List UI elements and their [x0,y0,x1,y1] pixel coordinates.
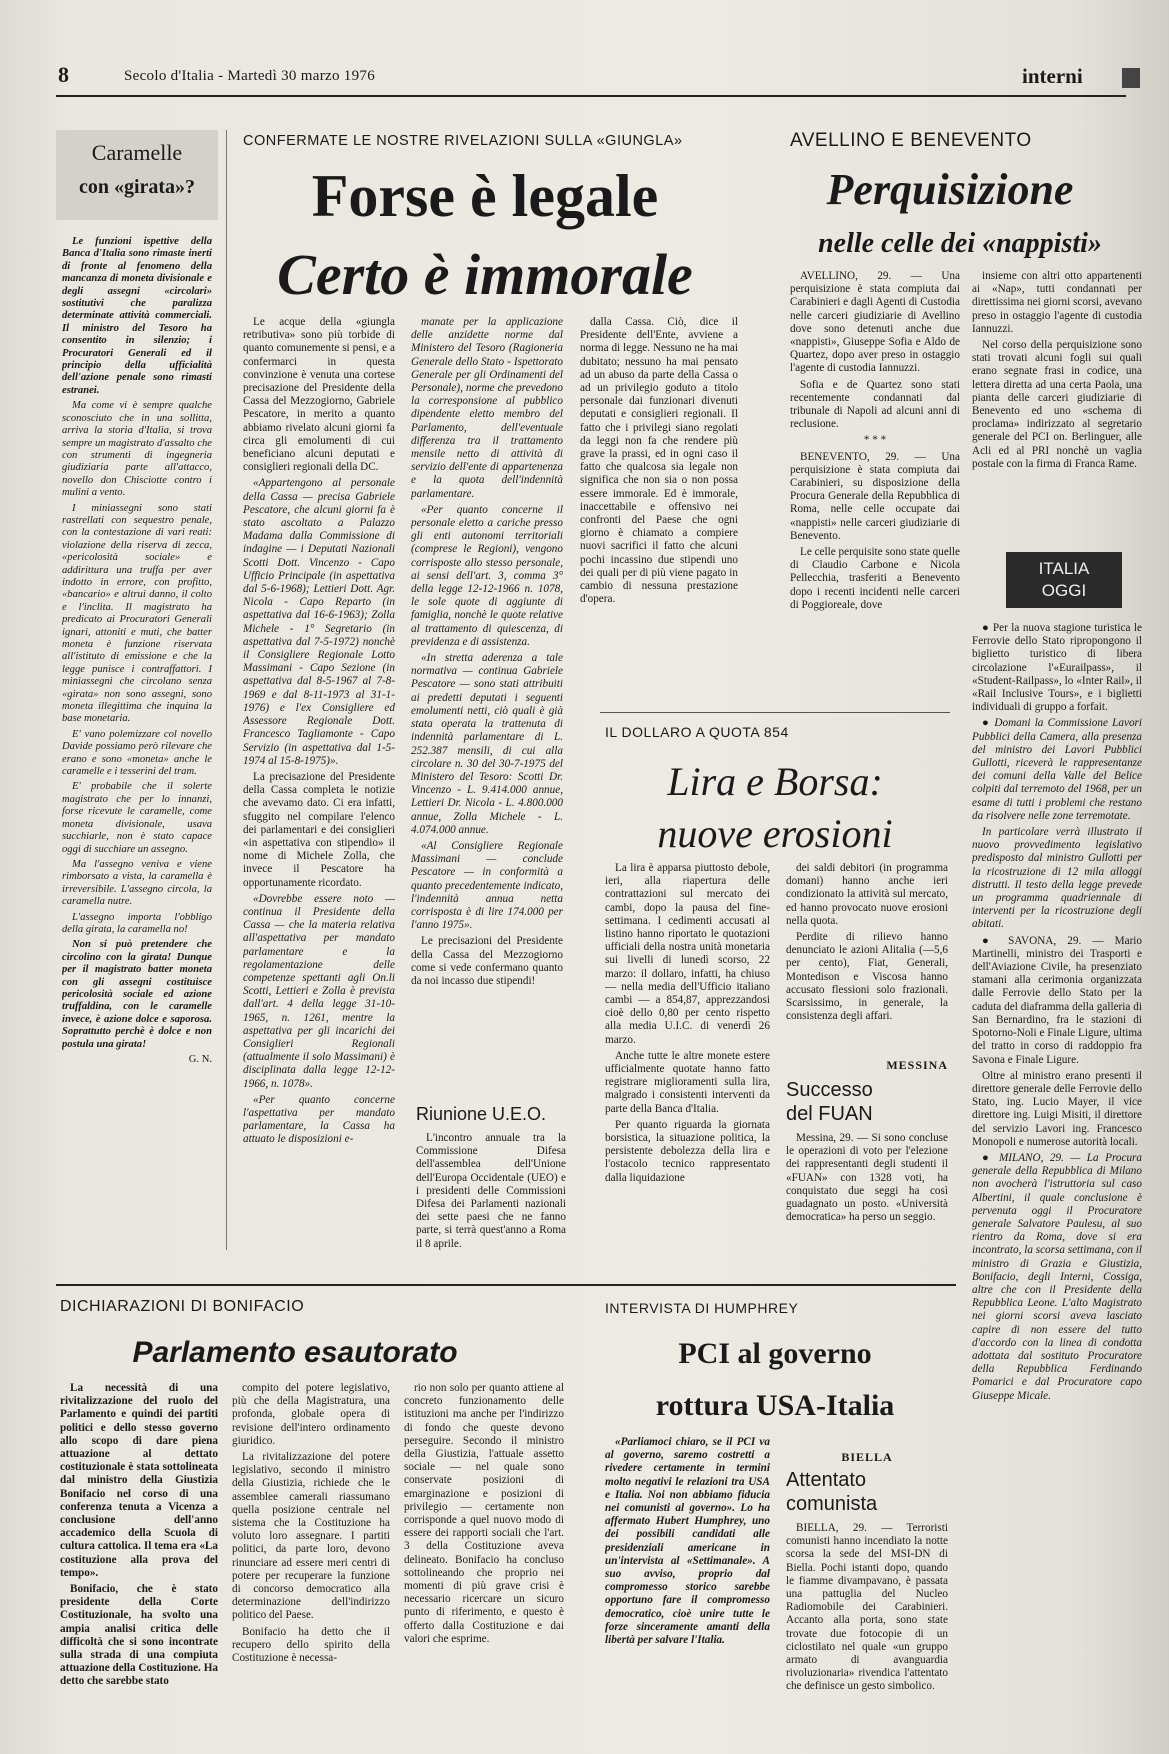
biella-paragraph: BIELLA, 29. — Terroristi comunisti hanno incendiato la notte scorsa la sede del MSI-DN di Biella. Pochi istanti dopo, quando le fiamme divampavano, è passata una pattuglia del Nucleo Radiomobile dei Carabinieri. Accanto alla porta, sono state trovate due fotocopie di un ciclostilato nel quale «un gruppo armato di avanguardia rivoluzionaria» rivendica l'attentato che definisce un gesto simbolico. [786,1522,948,1693]
giungla-paragraph: «Appartengono al personale della Cassa — precisa Gabriele Pescatore, che alcuni giorni fa è stato ascoltato a Palazzo Madama dalla Commissione di indagine — i Deputati Nazionali Scotti Dott. Vincenzo - Capo Ufficio Principale (in aspettativa dal 5-6-1968); Lettieri Dott. Agr. Nicola - Capo Reparto (in aspettativa dal 16-6-1963); Zolla Michele - 1° Segretario (in aspettativa dal 7-5-1972) nonchè il Consigliere Regionale Lotto Massimani - Capo Sezione (in aspettativa dal 8-5-1967 al 7-8-1969 e dal 8-11-1973 al 31-1-1976) e l'ex Consigliere ed Assessore Regionale Dott. Francesco Tagliamonte - Capo Servizio (in aspettativa dal 1-5-1974 al 15-8-1975)». [243,477,395,767]
humphrey-paragraph: «Parliamoci chiaro, se il PCI va al governo, saremo costretti a rivedere certamente in termini molto negativi le relazioni tra USA e Italia. Noi non abbiamo fiducia nei comunisti al governo». Lo ha affermato Hubert Humphrey, uno dei possibili candidati alle presidenziali americane in un'intervista al «Settimanale». A suo avviso, proprio dal compromesso storico sarebbe opportuno fare il compromesso democratico, cioè unire tutte le forze sinceramente amanti della libertà per salvare l'Italia. [605,1436,770,1647]
italia-oggi-subtitle: OGGI [1041,581,1087,600]
giungla-headline-1: Forse è legale [311,163,659,229]
ueo-body [416,1132,566,1252]
caramelle-paragraph: L'assegno importa l'obbligo della girata, la caramella no! [62,911,212,935]
lira-paragraph: dei saldi debitori (in programma domani) hanno anche ieri condizionato la attività sul mercato, ed hanno provocato nuove erosioni nella quota. [786,862,948,927]
bonifacio-kicker: DICHIARAZIONI DI BONIFACIO [60,1298,305,1315]
bonifacio-column-3 [404,1382,564,1742]
bonifacio-column-1 [60,1382,218,1742]
bonifacio-paragraph: La necessità di una rivitalizzazione del ruolo del Parlamento e quindi dei partiti politici e dello stesso governo allo scopo di dare piena attuazione al dettato costituzionale è stata sottolineata dal ministro della Giustizia Bonifacio nel corso di una conferenza tenuta a Vicenza a conclusione dell'anno accademico della Scuola di cultura cattolica. Il tema era «La costituzione alla prova del tempo». [60,1382,218,1579]
caramelle-signature: G. N. [188,1054,212,1065]
giungla-paragraph: «Per quanto concerne il personale eletto a cariche presso gli enti autonomi territoriali (comprese le Regioni), vengono corrisposte allo stesso personale, ai sensi dell'art. 3, comma 3° della legge 12-12-1966 n. 1078, le sole quote di aggiunte di famiglia, nonchè le quote relative al trattamento di quiescenza, di previdenza e di assistenza. [411,503,563,648]
perquisizione-paragraph: Le celle perquisite sono state quelle di Claudio Carbone e Nicola Pellecchia, trasferiti a Benevento dopo i recenti incidenti nelle carceri di Poggioreale, dove [790,546,960,611]
lira-headline-2: nuove erosioni [657,811,893,856]
caramelle-paragraph: Ma come vi è sempre qualche sconosciuto che in una sollitta, arriva la storia d'Italia, si trova sempre un magistrato d'assalto che con strumenti di ingegneria giudiziaria parte all'attacco, novello don Chisciotte contro i mulini a vento. [62,400,212,499]
italia-oggi-body [972,622,1142,1732]
perquisizione-paragraph: BENEVENTO, 29. — Una perquisizione è stata compiuta dai Carabinieri, su disposizione della Procura Generale della Repubblica di Roma, nelle celle occupate dai «nappisti» nelle carceri giudiziarie di Benevento. [790,450,960,542]
perquisizione-headline-1: Perquisizione [826,165,1074,214]
messina-paragraph: Messina, 29. — Si sono concluse le operazioni di voto per l'elezione dei rappresentanti degli studenti il «FUAN» con 1328 voti, ha conquistato due seggi ha così guadagnato un posto. «Università democratica» ha perso un seggio. [786,1132,948,1224]
humphrey-kicker: INTERVISTA DI HUMPHREY [605,1300,799,1316]
biella-place: BIELLA [841,1450,893,1464]
bonifacio-column-2 [232,1382,390,1742]
perquisizione-paragraph: insieme con altri otto appartenenti ai «Nap», tutti condannati per direttissima nei giorni scorsi, avevano preso in ostaggio l'agente di custodia Iannuzzi. [972,270,1142,335]
giungla-paragraph: Le acque della «giungla retributiva» sono più torbide di quanto comunemente si pensi, e a confermarci in questa convinzione è venuta una cortese precisazione del Presidente della Cassa del Mezzogiorno, Gabriele Pescatore, in merito a quanto abbiamo rivelato alcuni giorni fa circa gli emolumenti di cui beneficiano alcuni deputati e consiglieri regionali della DC. [243,316,395,474]
caramelle-paragraph: Ma l'assegno veniva e viene rimborsato a vista, la caramella è irreversibile. L'assegno circola, la caramella nutre. [62,858,212,908]
bonifacio-headline: Parlamento esautorato [132,1336,458,1369]
bonifacio-paragraph: compito del potere legislativo, più che della Magistratura, una profonda, globale opera di revisione dell'intero ordinamento giuridico. [232,1382,390,1447]
lira-column-1 [605,862,770,1247]
caramelle-paragraph: E' probabile che il solerte magistrato che per lo innanzi, forse ricevute le caramelle, come moneta divisionale, usava succhiarle, non è stato capace oggi di succhiare un assegno. [62,781,212,855]
giungla-paragraph: manate per la applicazione delle anzidette norme dal Ministero del Tesoro (Ragioneria Generale dello Stato - Ispettorato Generale per gli Ordinamenti del Personale), norme che prevedono la corresponsione al pubblico dipendente eletto membro del Parlamento, dell'eventuale differenza tra il trattamento mensile netto di attività di servizio dell'ente di appartenenza e la quota dell'indennità parlamentare. [411,316,563,500]
lira-paragraph: La lira è apparsa piuttosto debole, ieri, alla riapertura delle contrattazioni sul mercato dei cambi, dopo la pausa del fine-settimana. I cedimenti accusati al listino hanno riportato le quotazioni ufficiali della nostra unità monetaria sui livelli di lunedì scorso, 22 marzo: il dollaro, infatti, ha chiuso — nella media dell'Ufficio italiano cambi — a 854,87, apprezzandosi cioè dello 0,80 per cento rispetto alla media U.I.C. di venerdì 26 marzo. [605,862,770,1046]
lira-column-2 [786,862,948,1042]
italia-oggi-item: In particolare verrà illustrato il nuovo provvedimento legislativo predisposto dal ministro Gullotti per la ricostruzione di 12 mila alloggi distrutti. Il testo della legge prevede un programma quadriennale di interventi per la ricostruzione degli abitati. [972,826,1142,931]
perquisizione-paragraph: AVELLINO, 29. — Una perquisizione è stata compiuta dai Carabinieri e dagli Agenti di Custodia nelle carceri giudiziarie di Avellino dove sono detenuti anche due «nappisti», Giuseppe Sofia e Aldo de Quartez, dopo aver preso in ostaggio l'agente di custodia Iannuzzi. [790,270,960,375]
header-rule [56,95,1126,97]
caramelle-paragraph: I miniassegni sono stati rastrellati con sequestro penale, con la contestazione di vari reati: violazione della riserva di zecca, «pericolosità sociale» e addirittura una truffa per aver indotto in errore, con profitto, «bancario» e altrui danno, il colto e l'inclita. Il magistrato ha predicato ai Procuratori Generali ignari, attoniti e muti, che batter moneta è funzione riservata all'istituto di emissione e che la legge punisce i contraffattori. I miniassegni che circolano senza «girata» non sono assegni, sono moneta illegittima che inquina la base monetaria. [62,502,212,725]
giungla-kicker: CONFERMATE LE NOSTRE RIVELAZIONI SULLA «GIUNGLA» [243,133,683,149]
humphrey-headline-1: PCI al governo [678,1337,872,1370]
section-marker [1122,68,1140,88]
lira-paragraph: Anche tutte le altre monete estere ufficialmente quotate hanno fatto registrare miglioramenti sulla lira, malgrado i consistenti interventi da parte della Banca d'Italia. [605,1049,770,1115]
giungla-column-3 [580,316,738,696]
lira-paragraph: Per quanto riguarda la giornata borsistica, la situazione politica, la persistente debolezza della lira e l'ostacolo tecnico rappresentato dalla liquidazione [605,1118,770,1184]
perquisizione-paragraph: Sofia e de Quartez sono stati recentemente condannati dal tribunale di Napoli ad alcuni anni di reclusione. [790,378,960,431]
lira-headline-1: Lira e Borsa: [667,759,883,804]
bottom-section-rule [56,1284,956,1286]
perquisizione-column-2 [972,270,1142,540]
perquisizione-headline-2: nelle celle dei «nappisti» [818,228,1102,259]
caramelle-subtitle: con «girata»? [78,176,196,198]
bonifacio-paragraph: Bonifacio ha detto che il recupero dello spirito della Costituzione è necessa- [232,1625,390,1665]
caramelle-paragraph: Non si può pretendere che circolino con la girata! Dunque per il magistrato batter moneta con gli assegni costituisce pericolosità sociale ed azione truffaldina, con le caramelle invece, è azione dolce e saporosa. Soprattutto perchè è dolce e non postula una girata! [62,939,212,1050]
messina-title-2: del FUAN [786,1103,873,1125]
giungla-paragraph: dalla Cassa. Ciò, dice il Presidente dell'Ente, avviene a norma di legge. Nessuno ne ha mai dubitato; nessuno ha mai pensato ad un abuso da parte della Cassa o ad un privilegio goduto a titolo personale dai funzionari divenuti deputati e consiglieri regionali. Il fatto che i privilegi siano regolati da leggi non fa che rendere più grave la prassi, ed in ogni caso il fatto che qualcosa sia legale non significa che non sia o non possa essere immorale. Ed è immorale, inaccettabile e offensivo nei confronti del Paese che ogni giorno è chiamato a compiere nuovi sacrifici il fatto che alcuni pochi incassino due stipendi uno dei quali per di più viene pagato in cambio di nessuna prestazione d'opera. [580,316,738,606]
section-rule [600,712,950,713]
giungla-column-1 [243,316,395,1256]
italia-oggi-item: ● Domani la Commissione Lavori Pubblici della Camera, alla presenza del ministro dei Lavori Pubblici Gullotti, riceverà le rappresentanze dei comuni della Valle del Belice colpiti dal terremoto del 1968, per un esame di tutti i problemi che restano da risolvere nelle zone terremotate. [972,717,1142,822]
italia-oggi-box [1006,552,1122,608]
bonifacio-paragraph: Bonifacio, che è stato presidente della Corte Costituzionale, ha svolto una ampia analisi critica delle difficoltà che si sono incontrate sulla strada di una compiuta attuazione della Costituzione. Ha detto che sarebbe stato [60,1583,218,1688]
caramelle-paragraph: Le funzioni ispettive della Banca d'Italia sono rimaste inerti di fronte al fenomeno della mancanza di moneta divisionale e degli assegni «circolari» sostitutivi che paralizza determinate attività commerciali. Il ministro del Tesoro ha consentito in silenzio; i Procuratori Generali ed il principio della ufficialità dell'azione penale sono rimasti estranei. [62,236,212,396]
biella-body [786,1522,948,1742]
giungla-paragraph: «Per quanto concerne l'aspettativa per mandato parlamentare, la Cassa ha attuato le disposizioni e- [243,1093,395,1146]
page-number: 8 [58,62,69,87]
caramelle-paragraph: E' vano polemizzare col novello Davide possiamo però rilevare che erano e sono «moneta» anche le caramelle e i tesserini del tram. [62,728,212,778]
italia-oggi-title: ITALIA [1038,559,1090,578]
giungla-paragraph: Le precisazioni del Presidente della Cassa del Mezzogiorno come si vede confermano quanto da noi incasso due stipendi! [411,935,563,987]
giungla-paragraph: La precisazione del Presidente della Cassa completa le notizie che avevamo dato. Ci era infatti, sfuggito nel compilare l'elenco dei parlamentari e dei consiglieri «in aspettativa con stipendio» il nome di Michele Zolla, che invece il Pescatore ha opportunamente ricordato. [243,770,395,889]
caramelle-title: Caramelle [91,140,183,165]
messina-title-1: Successo [786,1079,873,1101]
messina-place: MESSINA [886,1058,948,1072]
lira-kicker: IL DOLLARO A QUOTA 854 [605,724,789,740]
italia-oggi-item: ● MILANO, 29. — La Procura generale della Repubblica di Milano non avocherà l'istruttoria sul caso Albertini, il quale conclusione è pervenuta oggi il Procuratore generale Salvatore Paulesu, al suo rientro da Roma, dove si era incontrato, la scorsa settimana, con il ministro di Grazia e Giustizia, Bonifacio, degli Interni, Cossiga, altre che con il Presidente della Repubblica Leone. L'alto Magistrato nei giorni scorsi aveva lasciato capire di non essere del tutto d'accordo con la linea di condotta adottata dal sostituto Procuratore della Repubblica Ferdinando Pomarici e dal Procuratore capo Giuseppe Micale. [972,1151,1142,1402]
perquisizione-column-1 [790,270,960,690]
lira-paragraph: Perdite di rilievo hanno denunciato le azioni Alitalia (—5,6 per cento), Fiat, Generali, Montedison e Viscosa hanno accusato flessioni solo frazionali. Scarsissimo, in generale, la consistenza degli affari. [786,931,948,1023]
giungla-paragraph: «In stretta aderenza a tale normativa — continua Gabriele Pescatore — sono stati attribuiti ai predetti deputati i seguenti emolumenti netti, ciò quali è già stata operata la trattenuta di indennità parlamentare di L. 252.387 mensili, di cui alla circolare n. 30 del 30-7-1975 del Ministero del Tesoro: Scotti Dr. Vincenzo - L. 9.414.000 annue, Lettieri Dr. Nicola - L. 4.800.000 annue, Zolla Michele - L. 4.074.000 annue. [411,652,563,836]
bonifacio-paragraph: rio non solo per quanto attiene al concreto funzionamento delle istituzioni ma anche per l'indirizzo di fondo che queste devono perseguire. Secondo il ministro della Giustizia, l'attuale assetto sociale — nel quale sono conservate posizioni di emarginazione e posizioni di privilegio — certamente non corrisponde a quel nuovo modo di essere dei rapporti sociali che l'art. 3 della Costituzione aveva delineato. Bonifacio ha concluso sottolineando che proprio nei momenti di più grave crisi è necessario ricercare un sicuro punto di riferimento, e questo è offerto dalla Costituzione e dai valori che esprime. [404,1382,564,1645]
humphrey-headline-2: rottura USA-Italia [655,1389,895,1422]
perquisizione-paragraph: Nel corso della perquisizione sono stati trovati alcuni fogli sui quali erano segnate frasi in codice, una lettera diretta ad una certa Paola, una pianta delle carceri giudiziarie di Benevento ed uno «schema di proclama» indirizzato al segretario generale del PCI on. Berlinguer, alle Acli ed al PRI nonchè un vaglia postale con la firma di Franca Rame. [972,339,1142,470]
column-rule [226,130,227,1250]
humphrey-body [605,1436,770,1742]
perquisizione-kicker: AVELLINO E BENEVENTO [790,130,1032,151]
ueo-title: Riunione U.E.O. [416,1104,547,1124]
issue-date: Secolo d'Italia - Martedì 30 marzo 1976 [124,68,375,84]
caramelle-body [62,236,212,1246]
perquisizione-separator: * * * [863,434,887,447]
italia-oggi-item: Oltre al ministro erano presenti il direttore generale delle Ferrovie dello Stato, ing. Lucio Mayer, il vice direttore ing. Luigi Misiti, il direttore del servizio Lavori ing. Francesco Monopoli e numerose autorità locali. [972,1069,1142,1148]
biella-title-1: Attentato [786,1469,867,1491]
ueo-paragraph: L'incontro annuale tra la Commissione Difesa dell'assemblea dell'Unione dell'Europa Occidentale (UEO) e i presidenti delle Commissioni Difesa dei Parlamenti nazionali dei sette paesi che ne fanno parte, si terrà quest'anno a Roma il 8 aprile. [416,1132,566,1250]
giungla-paragraph: «Al Consigliere Regionale Massimani — conclude Pescatore — in conformità a quanto precedentemente indicato, l'indennità annua netta corrisposta è di lire 174.000 per l'anno 1975». [411,839,563,932]
giungla-headline-2: Certo è immorale [277,242,693,307]
italia-oggi-item: ● SAVONA, 29. — Mario Martinelli, ministro dei Trasporti e dell'Aviazione Civile, ha presenziato stamani alla cerimonia organizzata dalle Ferrovie dello Stato per la caduta del diaframma della galleria di San Bernardino, fra le stazioni di Spotorno-Noli e Finale Ligure, ultima del tratto in corso di raddoppio fra Savona e Finale Ligure. [972,934,1142,1066]
giungla-paragraph: «Dovrebbe essere noto — continua il Presidente della Cassa — che la materia relativa all'aspettativa per mandato parlamentare e la regolamentazione delle competenze spettanti agli On.li Scotti, Lettieri e Zolla è prevista dall'art. 4 della legge 31-10-1965, n. 1261, mentre la aspettativa per gli incarichi dei Consiglieri Regionali (attualmente il solo Massimani) è disciplinata dalla legge 12-12-1966, n. 1078». [243,892,395,1090]
italia-oggi-item: ● Per la nuova stagione turistica le Ferrovie dello Stato ripropongono il biglietto turistico di libera circolazione l'«Eurailpass», il «Student-Railpass», lo «Inter Rail», il «Rail Inclusive Tours», e i biglietti individuali di gruppo a forfait. [972,622,1142,714]
bonifacio-paragraph: La rivitalizzazione del potere legislativo, secondo il ministro della Giustizia, richiede che le assemblee camerali riassumano quella posizione centrale nel sistema che la Costituzione ha voluto loro assegnare. I partiti politici, da parte loro, devono rinunciare ad essere meri centri di potere per recuperare la funzione di concorso democratico alla determinazione dell'indirizzo politico del Paese. [232,1451,390,1622]
section-label: interni [1022,64,1083,88]
biella-title-2: comunista [786,1493,878,1515]
messina-body [786,1132,948,1254]
